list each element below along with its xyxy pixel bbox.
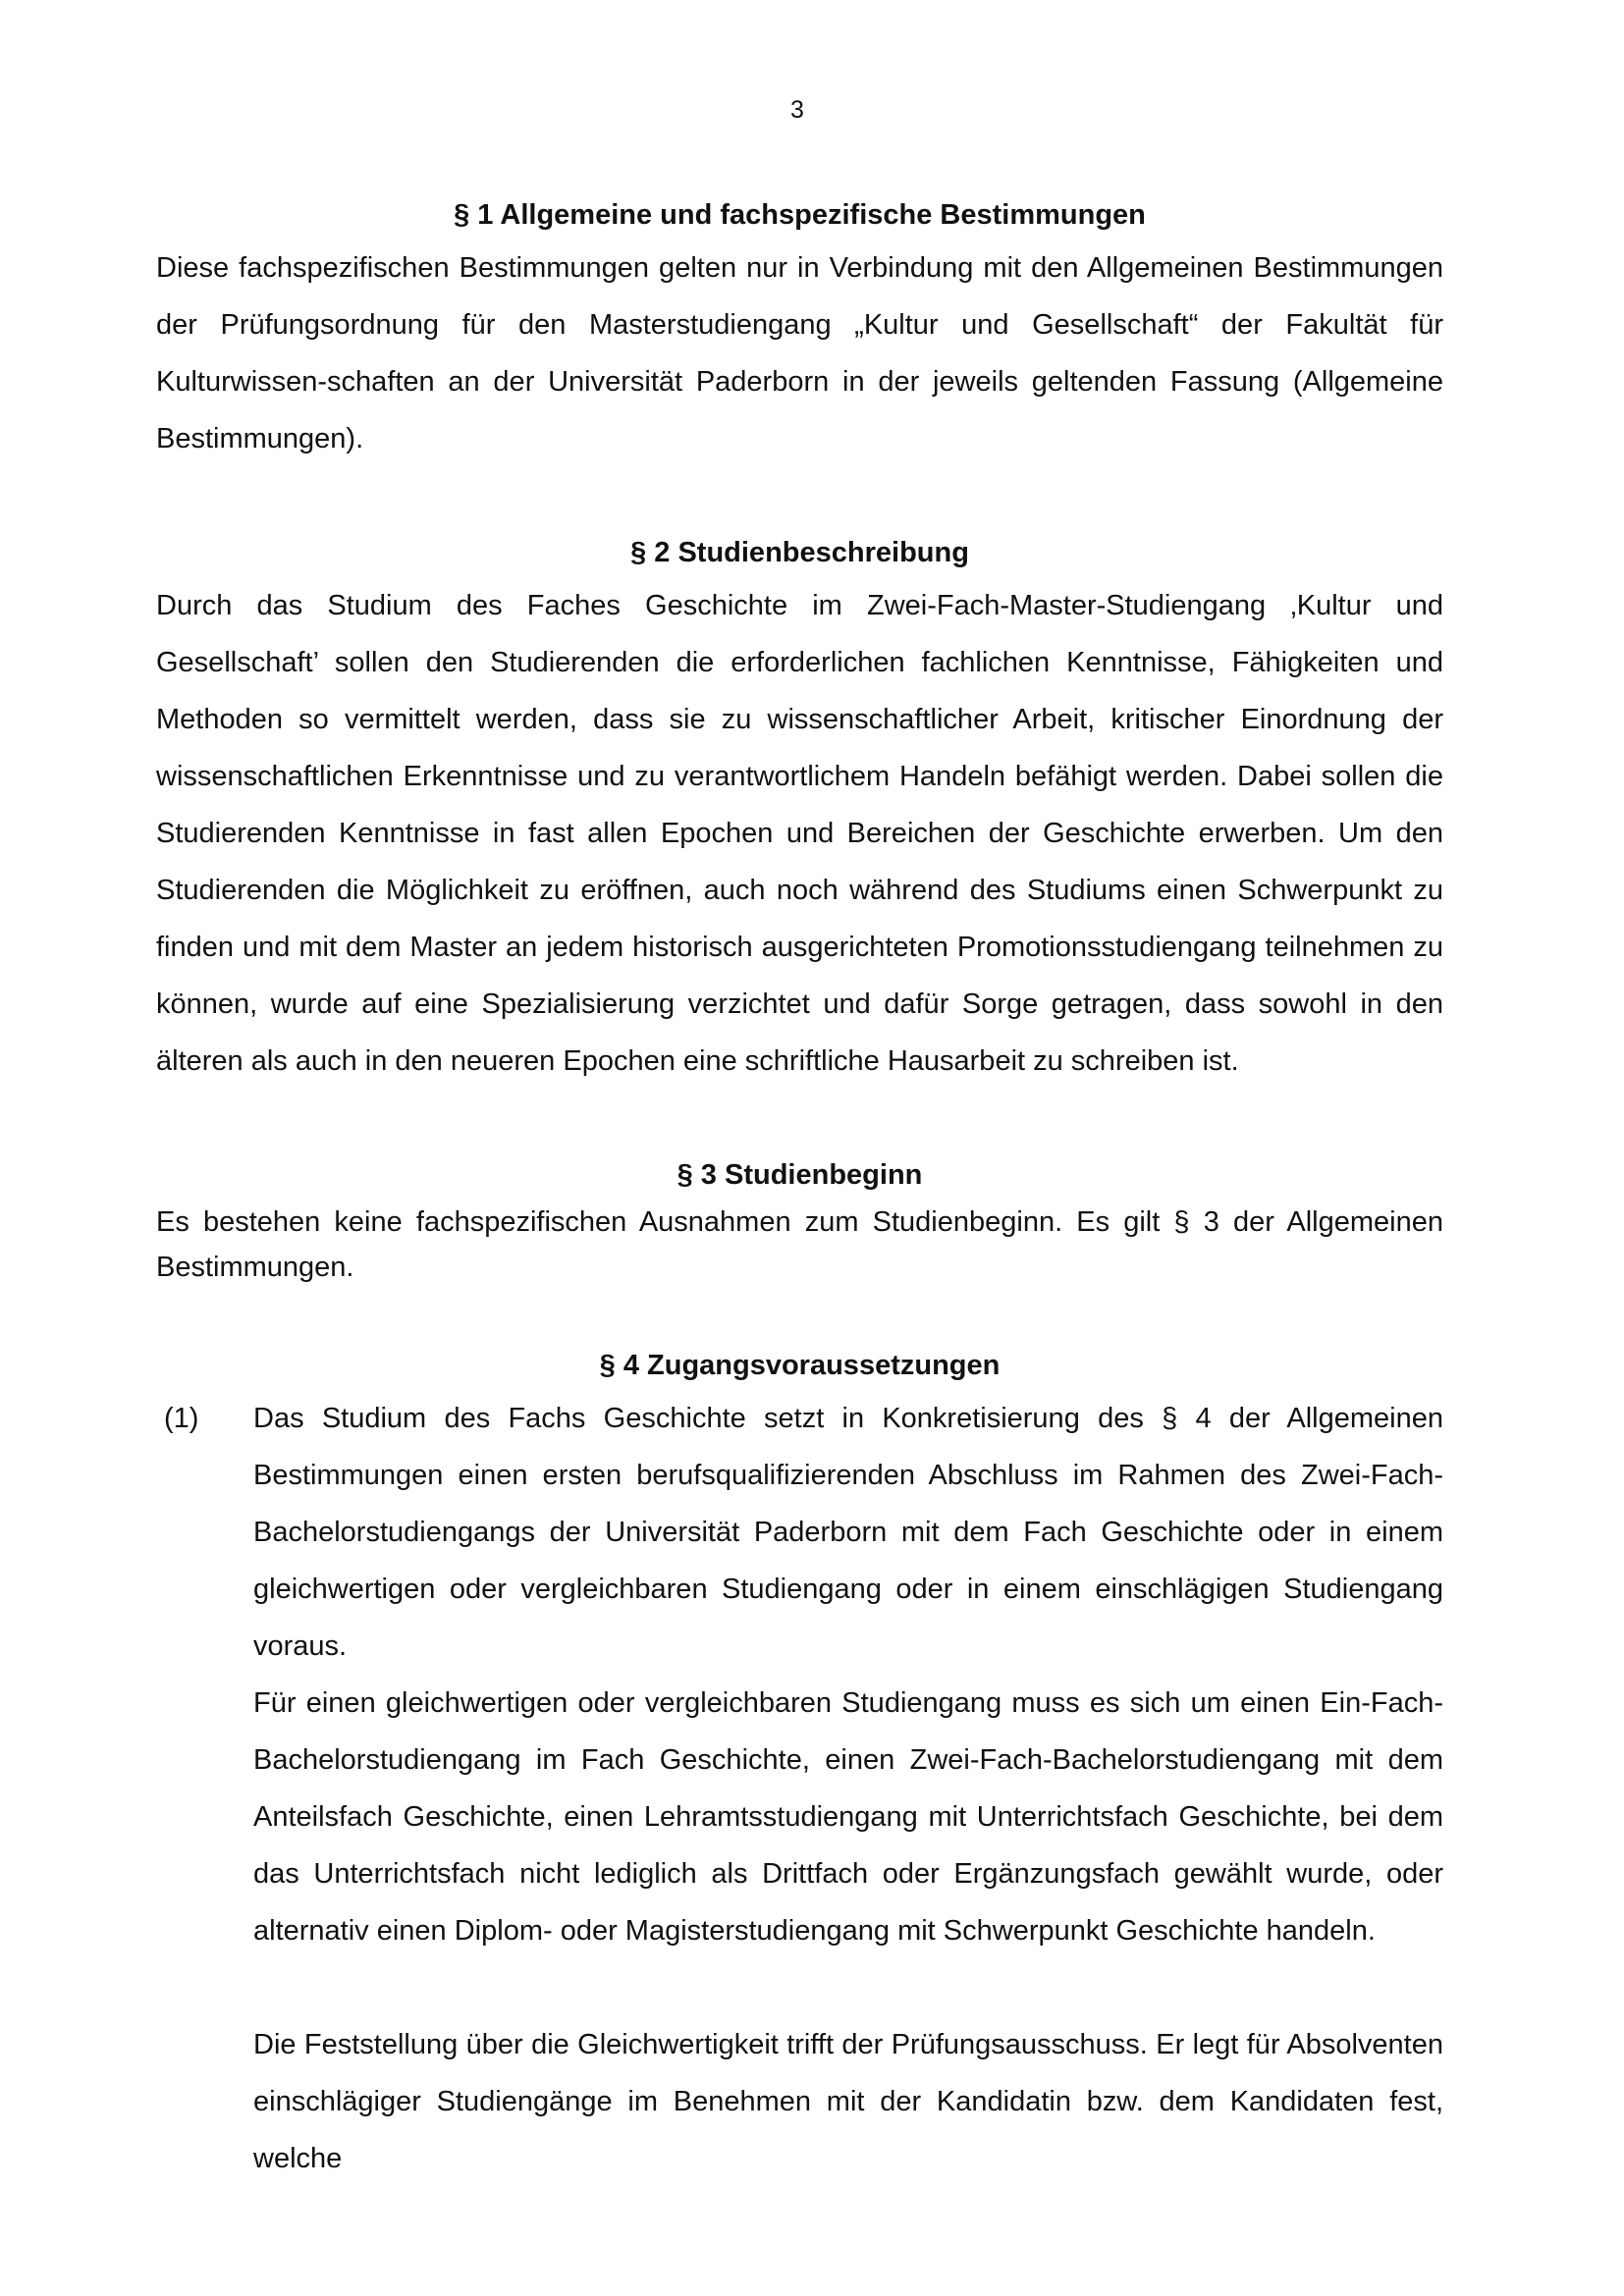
spacer [156,1090,1443,1150]
item-1-paragraph-3: Die Feststellung über die Gleichwertigkeit trifft der Prüfungsausschuss. Er legt für Absolventen einschlägiger Studiengänge im Benehmen mit der Kandidatin bzw. dem Kandidaten fest, welche [253,2029,1443,2174]
section-4-title: § 4 Zugangsvoraussetzungen [599,1350,1001,1381]
section-4 [156,1341,1443,2187]
section-3 [156,1150,1443,1290]
section-1-text: Diese fachspezifischen Bestimmungen gelten nur in Verbindung mit den Allgemeinen Bestimmungen der Prüfungsordnung für den Masterstudiengang „Kultur und Gesellschaft“ der Fakultät für Kulturwissen-schaften an der Universität Paderborn in der jeweils geltenden Fassung (Allgemeine Bestimmungen). [156,252,1443,454]
section-2-text: Durch das Studium des Faches Geschichte im Zwei-Fach-Master-Studiengang ‚Kultur und Gesellschaft’ sollen den Studierenden die erforderlichen fachlichen Kenntnisse, Fähigkeiten und Methoden so vermittelt werden, dass sie zu wissenschaftlicher Arbeit, kritischer Einordnung der wissenschaftlichen Erkenntnisse und zu verantwortlichem Handeln befähigt werden. Dabei sollen die Studierenden Kenntnisse in fast allen Epochen und Bereichen der Geschichte erwerben. Um den Studierenden die Möglichkeit zu eröffnen, auch noch während des Studiums einen Schwerpunkt zu finden und mit dem Master an jedem historisch ausgerichteten Promotionsstudiengang teilnehmen zu können, wurde auf eine Spezialisierung verzichtet und dafür Sorge getragen, dass sowohl in den älteren als auch in den neueren Epochen eine schriftliche Hausarbeit zu schreiben ist. [156,590,1443,1077]
item-1-paragraph-1: Das Studium des Fachs Geschichte setzt in Konkretisierung des § 4 der Allgemeinen Bestimmungen einen ersten berufsqualifizierenden Abschluss im Rahmen des Zwei-Fach-Bachelorstudiengangs der Universität Paderborn mit dem Fach Geschichte oder in einem gleichwertigen oder vergleichbaren Studiengang oder in einem einschlägigen Studiengang voraus. [253,1403,1443,1662]
item-number: (1) [164,1403,199,1434]
spacer [156,467,1443,528]
section-2 [156,528,1443,1090]
spacer [156,1290,1443,1341]
section-4-item-1 [156,1390,1443,2187]
section-3-text: Es bestehen keine fachspezifischen Ausnahmen zum Studienbeginn. Es gilt § 3 der Allgemeinen Bestimmungen. [156,1206,1443,1283]
section-1-title: § 1 Allgemeine und fachspezifische Bestimmungen [454,199,1146,231]
page-number: 3 [790,96,804,124]
section-1 [156,190,1443,467]
spacer [253,1959,1443,2016]
section-3-title: § 3 Studienbeginn [677,1159,923,1191]
item-1-paragraph-2: Für einen gleichwertigen oder vergleichbaren Studiengang muss es sich um einen Ein-Fach-Bachelorstudiengang im Fach Geschichte, einen Zwei-Fach-Bachelorstudiengang mit dem Anteilsfach Geschichte, einen Lehramtsstudiengang mit Unterrichtsfach Geschichte, bei dem das Unterrichtsfach nicht lediglich als Drittfach oder Ergänzungsfach gewählt wurde, oder alternativ einen Diplom- oder Magisterstudiengang mit Schwerpunkt Geschichte handeln. [253,1687,1443,1947]
section-2-title: § 2 Studienbeschreibung [630,537,969,568]
document-body [156,190,1443,2187]
item-body [253,1390,1443,2187]
